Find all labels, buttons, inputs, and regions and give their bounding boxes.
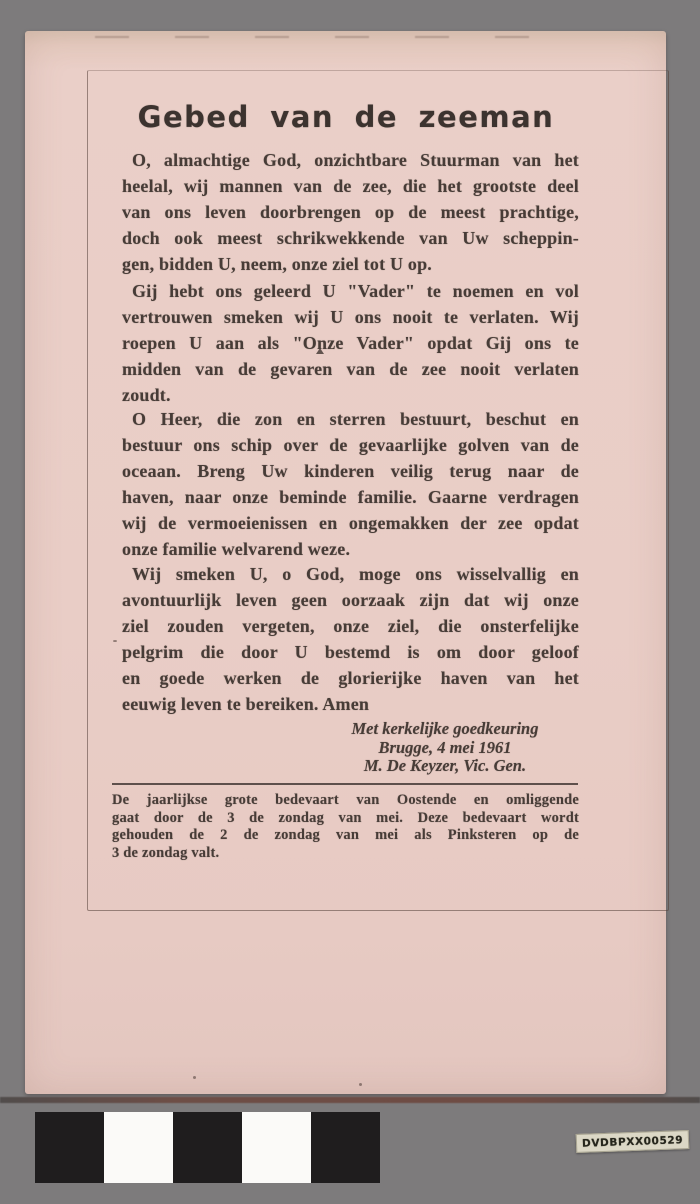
pilgrimage-footnote	[112, 792, 579, 862]
prayer-paragraph-4	[122, 561, 579, 717]
text-line: Gij hebt ons geleerd U "Vader" te noemen en vol	[132, 281, 579, 301]
text-line: wij de vermoeienissen en ongemakken der zee opdat	[122, 513, 579, 533]
text-line: Brugge, 4 mei 1961	[378, 737, 512, 757]
text-line: vertrouwen smeken wij U ons nooit te verlaten. Wij	[122, 307, 579, 327]
divider-rule	[112, 783, 578, 785]
calibration-square-black	[311, 1112, 380, 1183]
card-title: Gebed van de zeeman	[137, 100, 555, 134]
text-line: heelal, wij mannen van de zee, die het grootste deel	[122, 176, 579, 196]
print-caret-artifact	[316, 348, 324, 354]
text-line: Met kerkelijke goedkeuring	[351, 719, 539, 738]
text-line: midden van de gevaren van de zee nooit verlaten	[122, 359, 579, 379]
calibration-square-white	[242, 1112, 311, 1183]
text-line: oceaan. Breng Uw kinderen veilig terug naar de	[122, 461, 579, 481]
text-line: doch ook meest schrikwekkende van Uw scheppin-	[122, 228, 579, 248]
calibration-strip	[35, 1112, 380, 1183]
text-line: M. De Keyzer, Vic. Gen.	[363, 756, 527, 775]
scan-smudge-artifact	[95, 36, 565, 38]
calibration-square-white	[104, 1112, 173, 1183]
reference-label: DVDBPXX00529	[576, 1130, 690, 1153]
text-line: O Heer, die zon en sterren bestuurt, beschut en	[132, 409, 579, 429]
paper-shadow-edge	[0, 1097, 700, 1103]
text-line: avontuurlijk leven geen oorzaak zijn dat wij onze	[122, 590, 579, 610]
prayer-paragraph-3	[122, 406, 579, 562]
text-line: roepen U aan als "Onze Vader" opdat Gij ons te	[122, 333, 579, 353]
text-line: 3 de zondag valt.	[112, 844, 220, 861]
text-line: De jaarlijkse grote bedevaart van Oostende en omliggende	[112, 792, 579, 808]
text-line: onze familie welvarend weze.	[122, 539, 351, 559]
text-line: Wij smeken U, o God, moge ons wisselvallig en	[132, 564, 579, 584]
text-line: haven, naar onze beminde familie. Gaarne verdragen	[122, 487, 579, 507]
text-line: O, almachtige God, onzichtbare Stuurman van het	[132, 150, 579, 170]
text-line: en goede werken de glorierijke haven van het	[122, 668, 579, 688]
calibration-square-black	[35, 1112, 104, 1183]
text-line: eeuwig leven te bereiken. Amen	[122, 694, 370, 714]
text-line: van ons leven doorbrengen op de meest prachtige,	[122, 202, 579, 222]
text-line: gen, bidden U, neem, onze ziel tot U op.	[122, 254, 432, 274]
text-line: pelgrim die door U bestemd is om door geloof	[122, 642, 579, 662]
prayer-paragraph-2	[122, 278, 579, 408]
stain-speck	[113, 640, 117, 642]
text-line: zoudt.	[122, 385, 171, 405]
stain-speck	[193, 1076, 196, 1079]
text-line: ziel zouden vergeten, onze ziel, die onsterfelijke	[122, 616, 579, 636]
text-line: gaat door de 3 de zondag van mei. Deze bedevaart wordt	[112, 809, 579, 826]
text-line: gehouden de 2 de zondag van mei als Pinksteren op de	[112, 827, 579, 843]
calibration-square-black	[173, 1112, 242, 1183]
text-line: bestuur ons schip over de gevaarlijke golven van de	[122, 435, 579, 455]
stain-speck	[359, 1083, 362, 1086]
church-approval-attribution	[300, 720, 590, 776]
prayer-paragraph-1	[122, 147, 579, 277]
